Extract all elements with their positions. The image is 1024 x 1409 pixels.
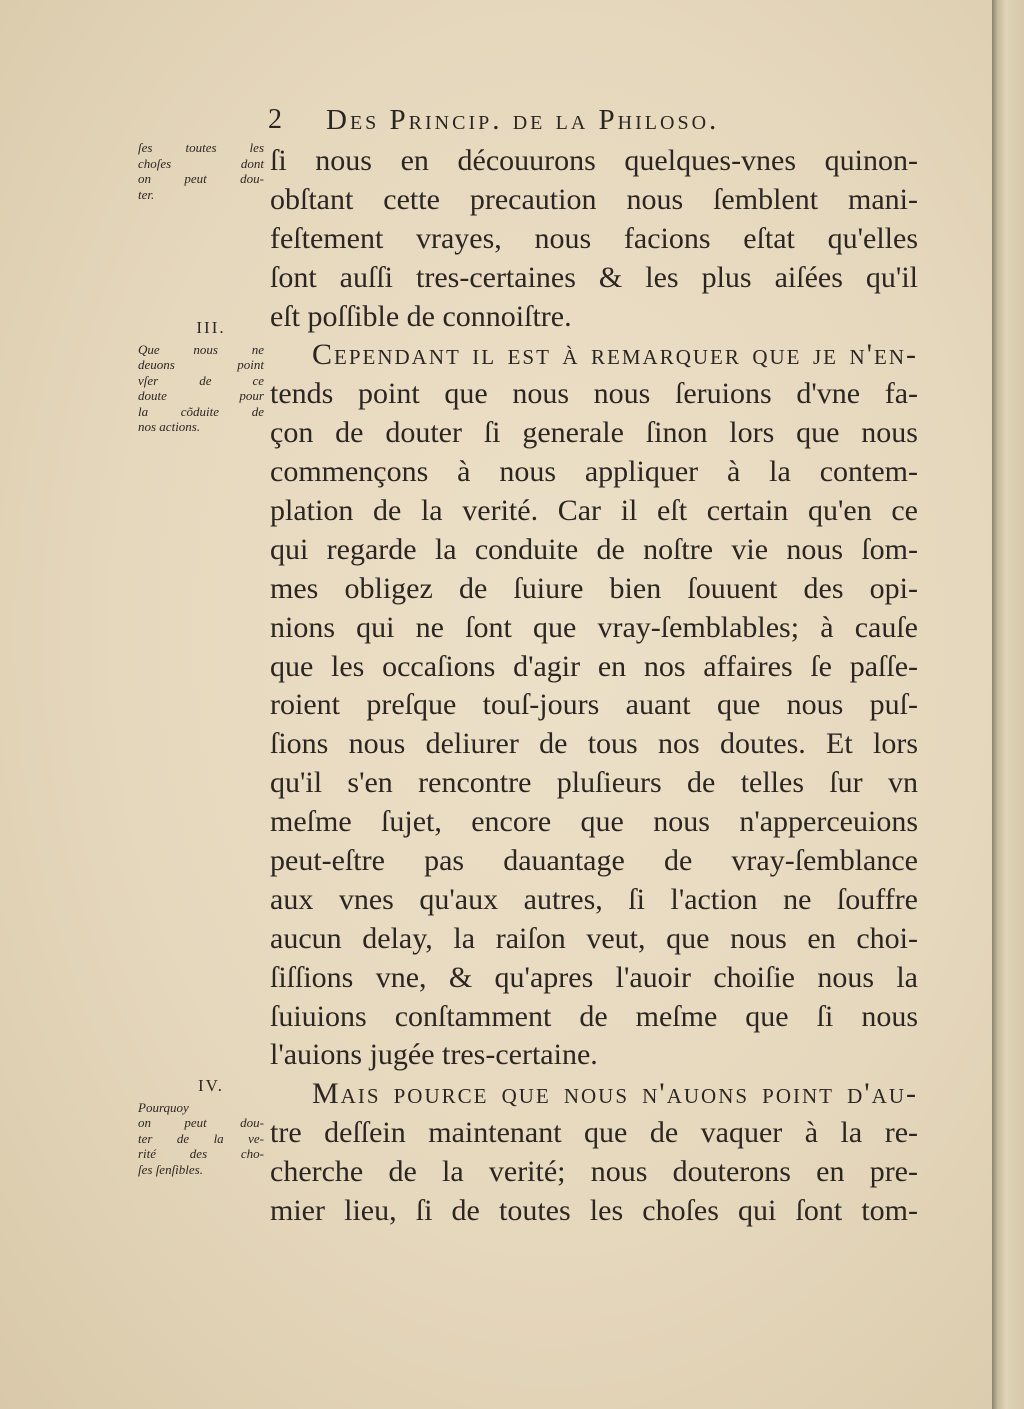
margin-note-line: rité des cho- bbox=[138, 1146, 264, 1161]
margin-note-line: doute pour bbox=[138, 388, 264, 403]
margin-note-line: on peut dou- bbox=[138, 171, 264, 186]
text-line: aux vnes qu'aux autres, ſi l'action ne ſouffre bbox=[270, 882, 918, 916]
text-line: ſions nous deliurer de tous nos doutes. Et lors bbox=[270, 727, 918, 761]
margin-note-line: ſes toutes les bbox=[138, 140, 264, 155]
text-line: ſont auſſi tres-certaines & les plus aiſées qu'il bbox=[270, 260, 918, 294]
margin-note-line: vſer de ce bbox=[138, 372, 264, 388]
text-line: que les occaſions d'agir en nos affaires ſe paſſe- bbox=[270, 649, 918, 683]
margin-note-line: Que nous ne bbox=[138, 341, 264, 357]
text-line: ſuiuions conſtamment de meſme que ſi nous bbox=[270, 999, 918, 1033]
margin-note-number: III. bbox=[196, 318, 226, 337]
margin-note-number: IV. bbox=[198, 1076, 224, 1095]
page-number: 2 bbox=[268, 104, 282, 135]
margin-note-4 bbox=[138, 1078, 264, 1177]
margin-note-3 bbox=[138, 320, 264, 435]
margin-note-line: ter de la ve- bbox=[138, 1130, 264, 1146]
text-line: feſtement vrayes, nous facions eſtat qu'elles bbox=[270, 221, 918, 255]
text-line: Cependant il eſt à remarquer que je n'en- bbox=[312, 338, 918, 372]
text-line: qui regarde la conduite de noſtre vie nous ſom- bbox=[270, 532, 918, 566]
text-line: mier lieu, ſi de toutes les choſes qui ſont tom- bbox=[270, 1194, 918, 1228]
text-line: tends point que nous nous ſeruions d'vne fa- bbox=[270, 377, 918, 411]
text-line: eſt poſſible de connoiſtre. bbox=[270, 299, 572, 333]
text-line: l'auions jugée tres-certaine. bbox=[270, 1038, 598, 1072]
margin-note-line: Pourquoy bbox=[138, 1099, 189, 1115]
running-title: Des Princip. de la Philoso. bbox=[326, 104, 720, 136]
text-line: meſme ſujet, encore que nous n'apperceuions bbox=[270, 805, 918, 839]
text-line: aucun delay, la raiſon veut, que nous en choi- bbox=[270, 921, 918, 955]
text-line: ſi nous en découurons quelques-vnes quinon- bbox=[270, 144, 918, 177]
main-text bbox=[270, 142, 918, 1231]
text-line: mes obligez de ſuiure bien ſouuent des opi- bbox=[270, 571, 918, 605]
text-line: obſtant cette precaution nous ſemblent mani- bbox=[270, 182, 918, 216]
page-header bbox=[268, 104, 908, 144]
margin-note-line: deuons point bbox=[138, 357, 264, 372]
text-line: plation de la verité. Car il eſt certain qu'en ce bbox=[270, 494, 918, 528]
margin-note-line: ter. bbox=[138, 186, 155, 202]
margin-note-line: nos actions. bbox=[138, 419, 201, 434]
text-line: nions qui ne ſont que vray-ſemblables; à cauſe bbox=[270, 610, 918, 644]
text-line: çon de douter ſi generale ſinon lors que nous bbox=[270, 416, 918, 450]
text-line: Mais pource que nous n'auons point d'au- bbox=[312, 1077, 918, 1111]
adjacent-page-edge bbox=[992, 0, 1024, 1409]
margin-note-line: on peut dou- bbox=[138, 1115, 264, 1130]
text-line: cherche de la verité; nous douterons en pre- bbox=[270, 1155, 918, 1189]
margin-note-line: la cõduite de bbox=[138, 403, 264, 419]
margin-note-line: choſes dont bbox=[138, 155, 264, 171]
text-line: commençons à nous appliquer à la contem- bbox=[270, 455, 918, 489]
text-line: ſiſſions vne, & qu'apres l'auoir choiſie nous la bbox=[270, 960, 918, 994]
margin-note-line: ſes ſenſibles. bbox=[138, 1161, 203, 1177]
text-line: peut-eſtre pas dauantage de vray-ſemblance bbox=[270, 844, 918, 878]
text-line: qu'il s'en rencontre pluſieurs de telles ſur vn bbox=[270, 766, 918, 800]
text-line: tre deſſein maintenant que de vaquer à la re- bbox=[270, 1116, 918, 1150]
margin-note-top bbox=[138, 140, 264, 202]
text-line: roient preſque touſ-jours auant que nous puſ- bbox=[270, 688, 918, 722]
